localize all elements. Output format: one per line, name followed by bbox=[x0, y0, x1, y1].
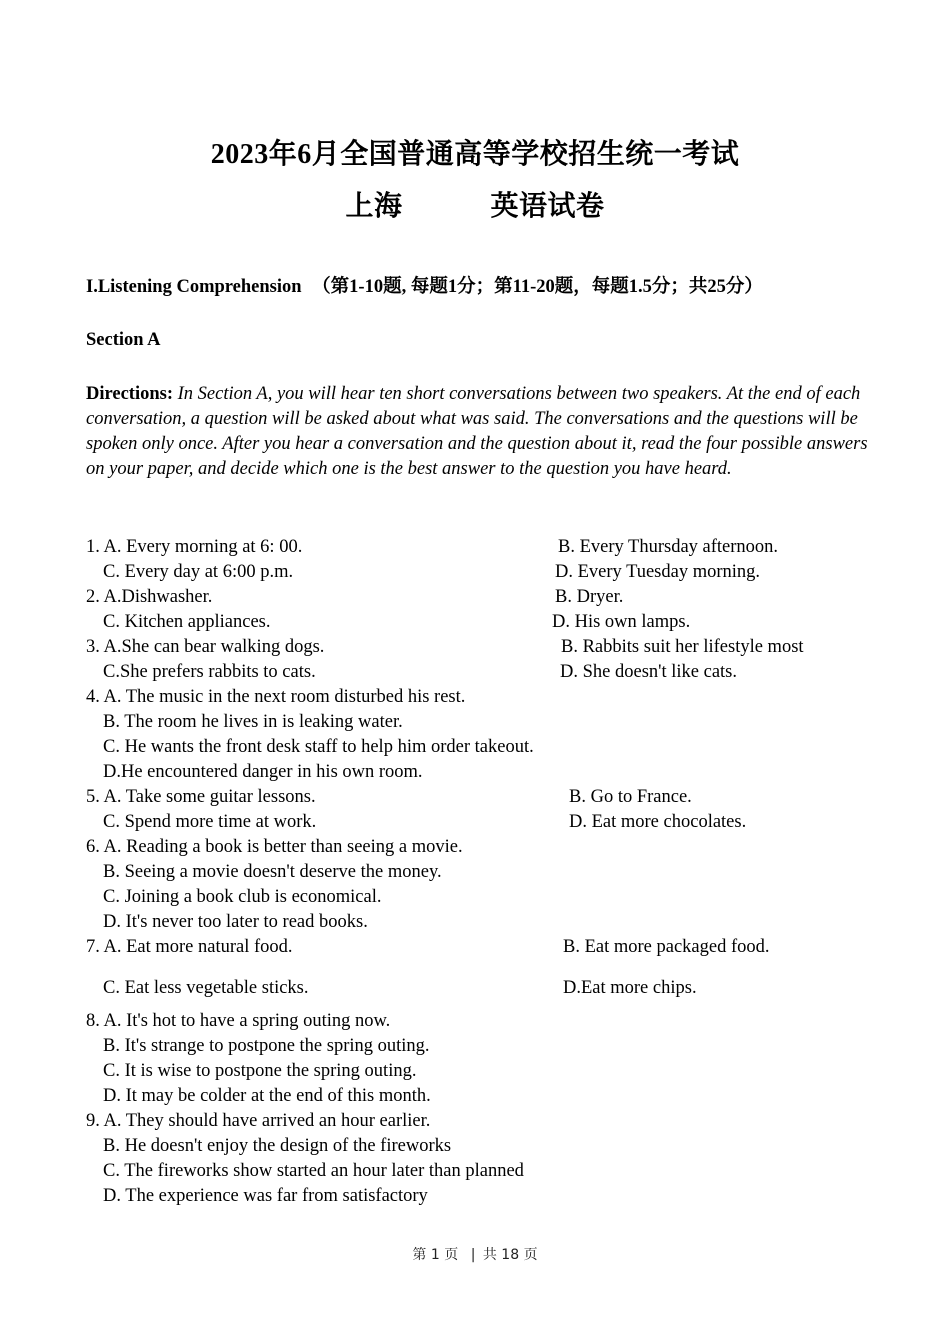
part-heading-text: I.Listening Comprehension bbox=[86, 277, 302, 297]
q6-option-a: 6. A. Reading a book is better than seeing a movie. bbox=[86, 837, 463, 857]
section-a-heading: Section A bbox=[86, 330, 161, 350]
q2-option-a: 2. A.Dishwasher. bbox=[86, 587, 213, 607]
q9-option-b: B. He doesn't enjoy the design of the fireworks bbox=[103, 1136, 452, 1156]
page-footer bbox=[0, 1244, 950, 1264]
q6-option-d: D. It's never too later to read books. bbox=[103, 912, 368, 932]
exam-title: 2023年6月全国普通高等学校招生统一考试 bbox=[210, 139, 740, 170]
page-total: 共 18 页 bbox=[482, 1247, 538, 1263]
footer-separator: | bbox=[470, 1247, 476, 1263]
q9-option-a: 9. A. They should have arrived an hour earlier. bbox=[86, 1111, 431, 1131]
q9-option-c: C. The fireworks show started an hour later than planned bbox=[103, 1161, 524, 1181]
q3-option-d: D. She doesn't like cats. bbox=[560, 662, 737, 682]
q8-option-b: B. It's strange to postpone the spring outing. bbox=[103, 1036, 430, 1056]
q8-option-c: C. It is wise to postpone the spring outing. bbox=[103, 1061, 417, 1081]
q8-option-a: 8. A. It's hot to have a spring outing now. bbox=[86, 1011, 391, 1031]
q5-option-a: 5. A. Take some guitar lessons. bbox=[86, 787, 316, 807]
q3-option-b: B. Rabbits suit her lifestyle most bbox=[561, 637, 804, 657]
exam-region: 上海 bbox=[345, 191, 403, 222]
q7-option-b: B. Eat more packaged food. bbox=[563, 937, 770, 957]
q5-option-d: D. Eat more chocolates. bbox=[569, 812, 747, 832]
q5-option-c: C. Spend more time at work. bbox=[103, 812, 317, 832]
q7-option-a: 7. A. Eat more natural food. bbox=[86, 937, 293, 957]
q1-option-c: C. Every day at 6:00 p.m. bbox=[103, 562, 294, 582]
q1-option-a: 1. A. Every morning at 6: 00. bbox=[86, 537, 303, 557]
q4-option-c: C. He wants the front desk staff to help him order takeout. bbox=[103, 737, 534, 757]
q7-option-d: D.Eat more chips. bbox=[563, 978, 697, 998]
q1-option-b: B. Every Thursday afternoon. bbox=[558, 537, 779, 557]
q2-option-c: C. Kitchen appliances. bbox=[103, 612, 271, 632]
q8-option-d: D. It may be colder at the end of this month. bbox=[103, 1086, 431, 1106]
q4-option-b: B. The room he lives in is leaking water. bbox=[103, 712, 403, 732]
q4-option-a: 4. A. The music in the next room disturbed his rest. bbox=[86, 687, 466, 707]
q6-option-c: C. Joining a book club is economical. bbox=[103, 887, 382, 907]
q2-option-b: B. Dryer. bbox=[555, 587, 624, 607]
part-scoring: （第1-10题, 每题1分；第11-20题，每题1.5分；共25分） bbox=[312, 277, 763, 297]
part-heading bbox=[86, 275, 763, 300]
q7-option-c: C. Eat less vegetable sticks. bbox=[103, 978, 309, 998]
directions-label: Directions: bbox=[86, 384, 173, 404]
q6-option-b: B. Seeing a movie doesn't deserve the money. bbox=[103, 862, 442, 882]
q5-option-b: B. Go to France. bbox=[569, 787, 692, 807]
q2-option-d: D. His own lamps. bbox=[552, 612, 691, 632]
directions bbox=[86, 382, 876, 482]
q9-option-d: D. The experience was far from satisfactory bbox=[103, 1186, 428, 1206]
q4-option-d: D.He encountered danger in his own room. bbox=[103, 762, 423, 782]
directions-text: In Section A, you will hear ten short conversations between two speakers. At the end of each conversation, a question will be asked about what was said. The conversations and the questions will be spoken only once. After you hear a conversation and the question about it, read the four possible answers on your paper, and decide which one is the best answer to the question you have heard. bbox=[86, 384, 868, 479]
q1-option-d: D. Every Tuesday morning. bbox=[555, 562, 761, 582]
q3-option-a: 3. A.She can bear walking dogs. bbox=[86, 637, 325, 657]
exam-subtitle bbox=[0, 184, 950, 224]
q3-option-c: C.She prefers rabbits to cats. bbox=[103, 662, 316, 682]
exam-subject: 英语试卷 bbox=[490, 191, 605, 222]
page-number: 第 1 页 bbox=[412, 1247, 459, 1263]
